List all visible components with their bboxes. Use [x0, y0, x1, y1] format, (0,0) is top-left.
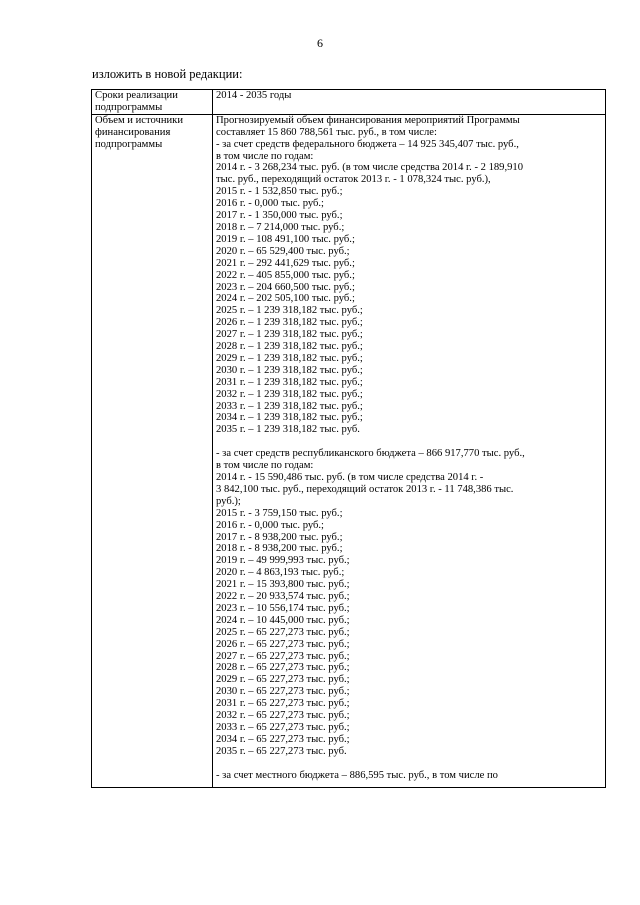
financing-line: - за счет местного бюджета – 886,595 тыс. руб., в том числе по	[216, 769, 498, 781]
row-label-financing: Объем и источники финансирования подпрограммы	[92, 114, 213, 787]
financing-line: 2031 г. – 1 239 318,182 тыс. руб.;	[216, 376, 363, 388]
financing-line: 2035 г. – 65 227,273 тыс. руб.	[216, 745, 347, 757]
financing-line: 2019 г. – 108 491,100 тыс. руб.;	[216, 233, 355, 245]
table-row	[92, 114, 606, 787]
financing-line: 2025 г. – 65 227,273 тыс. руб.;	[216, 626, 350, 638]
financing-line: 2014 г. - 3 268,234 тыс. руб. (в том числе средства 2014 г. - 2 189,910	[216, 162, 524, 174]
financing-line: - за счет средств республиканского бюджета – 866 917,770 тыс. руб.,	[216, 448, 525, 460]
financing-line: 2021 г. – 292 441,629 тыс. руб.;	[216, 257, 355, 269]
financing-line: 2015 г. - 1 532,850 тыс. руб.;	[216, 186, 343, 198]
financing-line: 2029 г. – 65 227,273 тыс. руб.;	[216, 674, 350, 686]
financing-line: 2023 г. – 10 556,174 тыс. руб.;	[216, 602, 350, 614]
financing-line: Прогнозируемый объем финансирования мероприятий Программы	[216, 114, 520, 126]
financing-line: 2018 г. - 8 938,200 тыс. руб.;	[216, 543, 343, 555]
financing-line: 2032 г. – 65 227,273 тыс. руб.;	[216, 710, 350, 722]
financing-line: 2014 г. - 15 590,486 тыс. руб. (в том числе средства 2014 г. -	[216, 471, 484, 483]
financing-line: 2032 г. – 1 239 318,182 тыс. руб.;	[216, 388, 363, 400]
financing-line: 2021 г. – 15 393,800 тыс. руб.;	[216, 579, 350, 591]
blank-line	[216, 436, 602, 448]
financing-line: 2015 г. - 3 759,150 тыс. руб.;	[216, 507, 343, 519]
row-value-terms: 2014 - 2035 годы	[213, 90, 606, 115]
financing-line: 2018 г. – 7 214,000 тыс. руб.;	[216, 221, 345, 233]
financing-line: 2034 г. – 1 239 318,182 тыс. руб.;	[216, 412, 363, 424]
financing-line: 2016 г. - 0,000 тыс. руб.;	[216, 519, 324, 531]
financing-line: в том числе по годам:	[216, 460, 314, 472]
financing-line: 2020 г. – 4 863,193 тыс. руб.;	[216, 567, 345, 579]
financing-line: 2024 г. – 202 505,100 тыс. руб.;	[216, 293, 355, 305]
financing-line: 3 842,100 тыс. руб., переходящий остаток 2013 г. - 11 748,386 тыс.	[216, 483, 514, 495]
financing-line: 2025 г. – 1 239 318,182 тыс. руб.;	[216, 305, 363, 317]
financing-line: 2026 г. – 65 227,273 тыс. руб.;	[216, 638, 350, 650]
row-label-terms: Сроки реализации подпрограммы	[92, 90, 213, 115]
financing-line: 2031 г. – 65 227,273 тыс. руб.;	[216, 698, 350, 710]
financing-line: 2019 г. – 49 999,993 тыс. руб.;	[216, 555, 350, 567]
cell-bottom-spacer	[216, 782, 602, 787]
financing-line: 2034 г. – 65 227,273 тыс. руб.;	[216, 733, 350, 745]
financing-line: 2030 г. – 65 227,273 тыс. руб.;	[216, 686, 350, 698]
financing-line: 2027 г. – 65 227,273 тыс. руб.;	[216, 650, 350, 662]
financing-line: 2035 г. – 1 239 318,182 тыс. руб.	[216, 424, 360, 436]
financing-line: 2024 г. – 10 445,000 тыс. руб.;	[216, 614, 350, 626]
financing-line: 2027 г. – 1 239 318,182 тыс. руб.;	[216, 329, 363, 341]
financing-line: 2017 г. - 1 350,000 тыс. руб.;	[216, 210, 343, 222]
financing-line: 2029 г. – 1 239 318,182 тыс. руб.;	[216, 352, 363, 364]
table-row	[92, 90, 606, 115]
financing-line: 2028 г. – 1 239 318,182 тыс. руб.;	[216, 341, 363, 353]
financing-line: руб.);	[216, 495, 241, 507]
financing-line: - за счет средств федерального бюджета – 14 925 345,407 тыс. руб.,	[216, 138, 519, 150]
financing-line: 2023 г. – 204 660,500 тыс. руб.;	[216, 281, 355, 293]
passport-table	[91, 89, 606, 788]
page-number: 6	[317, 36, 323, 50]
financing-line: 2017 г. - 8 938,200 тыс. руб.;	[216, 531, 343, 543]
blank-line	[216, 758, 602, 770]
financing-line: тыс. руб., переходящий остаток 2013 г. - 1 078,324 тыс. руб.),	[216, 174, 491, 186]
financing-line: 2033 г. – 65 227,273 тыс. руб.;	[216, 722, 350, 734]
financing-line: в том числе по годам:	[216, 150, 314, 162]
financing-line: 2033 г. – 1 239 318,182 тыс. руб.;	[216, 400, 363, 412]
financing-line: 2016 г. - 0,000 тыс. руб.;	[216, 198, 324, 210]
financing-line: составляет 15 860 788,561 тыс. руб., в том числе:	[216, 126, 437, 138]
financing-line: 2026 г. – 1 239 318,182 тыс. руб.;	[216, 317, 363, 329]
row-value-financing	[213, 114, 606, 787]
intro-text: изложить в новой редакции:	[92, 67, 243, 81]
financing-line: 2020 г. – 65 529,400 тыс. руб.;	[216, 245, 350, 257]
financing-line: 2030 г. – 1 239 318,182 тыс. руб.;	[216, 364, 363, 376]
financing-line: 2022 г. – 20 933,574 тыс. руб.;	[216, 591, 350, 603]
financing-line: 2028 г. – 65 227,273 тыс. руб.;	[216, 662, 350, 674]
financing-line: 2022 г. – 405 855,000 тыс. руб.;	[216, 269, 355, 281]
